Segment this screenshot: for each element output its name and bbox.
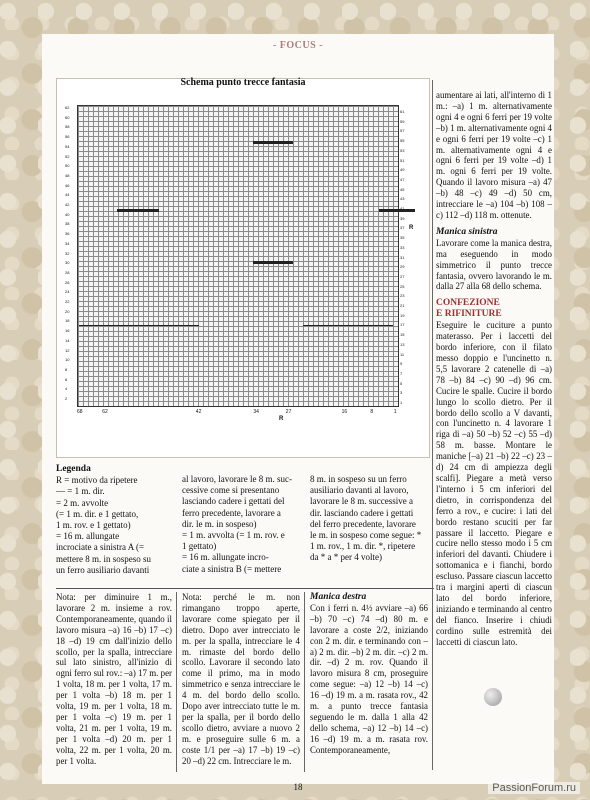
row-number-label: 1 (400, 400, 403, 405)
legend-line: un ferro ausiliario davanti (56, 564, 150, 575)
legend-line: mettere 8 m. in sospeso su (56, 553, 151, 564)
cable-mark (253, 141, 293, 144)
legend-line: R = motivo da ripetere (56, 475, 138, 486)
legend-line: = 16 m. allungate (56, 531, 120, 542)
legend-line: 1 gettato) (182, 541, 217, 552)
row-number-label: 30 (65, 260, 70, 266)
axis-number-label: 62 (102, 409, 108, 415)
repeat-mark: R (409, 225, 414, 231)
row-number-label: 51 (400, 157, 405, 163)
legend-line: da * a * per 4 volte) (310, 552, 382, 563)
col2-text: Nota: perché le m. non rimangano troppo aperte, lavorare come spiegato per il dietro. Dopo aver intrecciato le m. per la spalla, intrecciare le 4 m. rimaste del bordo dello scollo. Lavorare il secondo lato come il primo, ma in modo simmetrico e senza intrecciare le 4 m. del bordo dello scollo. Dopo aver intrecciato tutte le m. per la spalla, per il bordo dello scollo dietro, avviare a nuovo 2 m. e proseguire sulle 6 m. a coste 1/1 per –a) 17 –b) 19 –c) 20 –d) 22 cm. Intrecciare le m. (182, 592, 300, 766)
legend-line: 1 m. rov., 1 m. dir. *, ripetere (310, 541, 416, 552)
row-number-label: 6 (65, 376, 68, 382)
row-number-label: 13 (400, 341, 405, 347)
row-number-label: 52 (65, 153, 70, 159)
row-number-label: 9 (400, 361, 403, 367)
row-number-label: 47 (400, 176, 405, 182)
row-number-label: 56 (65, 134, 70, 140)
section-title-rifiniture: E RIFINITURE (436, 309, 502, 320)
section-title-manica-sinistra: Manica sinistra (436, 226, 498, 237)
yarn-ball-icon (484, 688, 502, 706)
row-number-label: 14 (65, 337, 70, 343)
legend-line: cessive come si presentano (182, 485, 280, 496)
row-number-label: 3 (400, 390, 403, 396)
row-number-label: 22 (65, 299, 70, 304)
row-number-label: 20 (65, 308, 70, 314)
watermark: PassionForum.ru (488, 782, 580, 794)
row-number-label: 37 (400, 225, 405, 231)
legend-line: = 16 m. allungate incro- (182, 552, 269, 563)
row-number-label: 8 (65, 366, 68, 372)
row-number-label: 29 (400, 264, 405, 270)
row-number-label: 34 (65, 240, 70, 246)
axis-number-label: 68 (77, 409, 83, 415)
legend-line: (= 1 m. dir. e 1 gettato, (56, 508, 139, 519)
row-number-label: 7 (400, 370, 403, 376)
legend-line: incrociate a sinistra A (= (56, 542, 145, 553)
chart-grid-cells (77, 105, 399, 407)
axis-number-label: 8 (370, 409, 374, 415)
cable-mark (379, 209, 415, 212)
row-number-label: 23 (400, 293, 405, 299)
right-p3: Eseguire le cuciture a punto materasso. Per i laccetti del bordo inferiore, con il filato messo doppio e l'uncinetto n. 5,5 lavorare 2 catenelle di –a) 78 –b) 84 –c) 90 –d) 96 cm. Cucire le spalle. Cucire il bordo lungo lo scollo dietro. Per il bordo dello scollo a V davanti, con l'uncinetto n. 4 lavorare 1 riga di –a) 50 –b) 52 –c) 55 –d) 58 m. basse. Montare le maniche [–a) 21 –b) 22 –c) 23 –d) 24 cm di ampiezza degli scalfi]. Piegare a metà verso l'interno i 5 cm inferiori del dietro, in corrispondenza del ferro a rov., e cucire: i lati del bordo restano scuciti per far passare il laccetto. Piegare e cucire nello stesso modo i 5 cm inferiori del davanti. Chiudere i sottomanica e i fianchi, bordo escluso. Passare ciascun laccetto tra i margini aperti di ciascun lato del bordo inferiore, iniziando e terminando al centro del fianco. Inserire i chiudi cordino sulle estremità dei laccetti di ciascun lato. (436, 320, 552, 647)
row-number-label: 17 (400, 322, 405, 328)
cable-mark (303, 325, 393, 326)
section-divider (56, 588, 434, 589)
legend-line: 1 m. rov. e 1 gettato) (56, 520, 131, 531)
repeat-mark-bottom: R (279, 416, 284, 422)
column-rule (432, 80, 433, 770)
legend-line: al lavoro, lavorare le 8 m. suc- (182, 474, 292, 484)
legend-line: 8 m. in sospeso su un ferro (310, 474, 407, 484)
row-number-label: 19 (400, 312, 405, 318)
page-header: - FOCUS - (272, 40, 324, 51)
row-number-label: 15 (400, 332, 405, 338)
cable-mark (117, 209, 159, 212)
axis-number-label: 27 (285, 409, 292, 415)
row-number-label: 59 (400, 118, 405, 124)
row-number-label: 31 (400, 254, 405, 260)
legend-line: — = 1 m. dir. (56, 486, 105, 497)
row-number-label: 33 (400, 244, 405, 250)
row-number-label: 40 (65, 211, 70, 217)
row-number-label: 4 (65, 386, 68, 392)
text-col-1 (56, 592, 172, 767)
row-number-label: 24 (65, 289, 70, 295)
row-number-label: 10 (65, 357, 70, 363)
legend-title: Legenda (56, 464, 91, 474)
row-number-label: 26 (65, 279, 70, 285)
row-number-label: 48 (65, 172, 70, 178)
chart-axis-numbers (77, 409, 397, 417)
chart-grid (63, 105, 421, 425)
col3-text: Con i ferri n. 4½ avviare –a) 66 –b) 70 –c) 74 –d) 80 m. e lavorare a coste 2/2, iniziando con 2 m. dir. e terminando con –a) 2 m. dir. –b) 2 m. dir. –c) 2 m. dir. –d) 2 m. rov. Quando il lavoro misura 8 cm, proseguire come segue: –a) 12 –b) 14 –c) 16 –d) 19 m. a m. rasata rov., 42 m. a punto trecce fantasia seguendo le m. dalla 1 alla 42 dello schema, –a) 12 –b) 14 –c) 16 –d) 19 m. a m. rasata rov. Contemporaneamente, (310, 602, 428, 755)
row-number-label: 32 (65, 250, 70, 256)
row-number-label: 5 (400, 380, 403, 386)
row-number-label: 60 (65, 114, 70, 120)
text-col-2 (182, 592, 300, 767)
legend-line: dir. lasciando cadere i gettati (310, 507, 414, 518)
row-number-label: 38 (65, 221, 70, 227)
legend-line: le m. in sospeso come segue: * (310, 530, 422, 541)
right-p2: Lavorare come la manica destra, ma eseguendo in modo simmetrico il punto trecce fantasia, ovvero lavorando le m. dalla 27 alla 68 dello schema. (436, 237, 552, 292)
legend-line: lasciando cadere i gettati del (182, 496, 285, 507)
cable-mark (79, 325, 199, 326)
column-rule (304, 592, 305, 772)
section-title-confezione: CONFEZIONE (436, 298, 500, 309)
legend-line: ferro precedente, lavorare a (182, 507, 281, 518)
section-title-manica-destra: Manica destra (310, 592, 367, 602)
col1-text: Nota: per diminuire 1 m., lavorare 2 m. insieme a rov. Contemporaneamente, quando il lavoro misura –a) 16 –b) 17 –c) 18 –d) 19 cm dall'inizio dello scollo, per la spalla, intrecciare sul lato sinistro, all'inizio di ogni ferro sul rov.: –a) 17 m. per 1 volta, 18 m. per 1 volta, 17 m. per 1 volta –b) 18 m. per 1 volta, 19 m. per 1 volta, 18 m. per 1 volta –c) 19 m. per 1 volta, 21 m. per 1 volta, 19 m. per 1 volta –d) 20 m. per 1 volta, 22 m. per 1 volta, 20 m. per 1 volta. (56, 592, 172, 766)
row-number-label: 12 (65, 347, 70, 353)
row-number-label: 58 (65, 124, 70, 130)
legend-line: = 2 m. avvolte (56, 497, 109, 508)
row-number-label: 49 (400, 167, 405, 173)
text-col-right (436, 90, 552, 648)
legend-line: lavorare le 8 m. successive a (310, 496, 413, 507)
row-number-label: 55 (400, 138, 405, 144)
cable-mark (253, 261, 293, 264)
legend-line: ciate a sinistra B (= mettere (182, 563, 282, 574)
chart-title: Schema punto trecce fantasia (180, 77, 306, 88)
legend-line: del ferro precedente, lavorare (310, 518, 416, 529)
legend-line: = 1 m. avvolta (= 1 m. rov. e (182, 530, 285, 541)
row-number-label: 18 (65, 318, 70, 324)
row-number-label: 62 (65, 105, 70, 110)
row-number-label: 36 (65, 231, 70, 237)
row-number-label: 54 (65, 143, 70, 149)
right-p1: aumentare ai lati, all'interno di 1 m.: –a) 1 m. alternativamente ogni 4 e ogni 6 ferri per 19 volte –b) 1 m. alternativamente ogni 4 e ogni 6 ferri per 19 volte –c) 1 m. alternativamente ogni 4 e ogni 6 ferri per 19 volte –d) 1 m. ogni 6 ferri per 19 volte. Quando il lavoro misura –a) 47 –b) 48 –c) 49 –d) 50 cm, intrecciare le –a) 104 –b) 108 –c) 112 –d) 118 m. ottenute. (436, 90, 552, 220)
row-number-label: 21 (400, 303, 405, 308)
row-number-label: 50 (65, 163, 70, 169)
row-number-label: 39 (400, 215, 405, 221)
row-number-label: 43 (400, 196, 405, 202)
legend-line: dir. le m. in sospeso) (182, 518, 257, 529)
row-number-label: 35 (400, 235, 405, 241)
row-number-label: 46 (65, 182, 70, 188)
column-rule (176, 592, 177, 772)
legend-line: ausiliario davanti al lavoro, (310, 485, 409, 496)
row-number-label: 44 (65, 192, 70, 198)
axis-number-label: 42 (195, 409, 202, 415)
axis-number-label: 16 (341, 409, 348, 415)
row-number-label: 61 (400, 109, 405, 114)
row-number-label: 11 (400, 351, 405, 357)
row-number-label: 42 (65, 202, 70, 207)
text-col-3 (310, 592, 428, 756)
stitch-chart (56, 78, 430, 458)
row-number-label: 53 (400, 147, 405, 153)
legend-col-2 (182, 474, 304, 575)
row-number-label: 25 (400, 283, 405, 289)
row-number-label: 57 (400, 128, 405, 134)
row-number-label: 27 (400, 273, 405, 279)
row-number-label: 2 (65, 396, 68, 401)
axis-number-label: 1 (393, 409, 397, 415)
legend-col-3 (310, 474, 434, 564)
page-number: 18 (293, 782, 303, 792)
axis-number-label: 34 (253, 409, 259, 415)
legend-col-1 (56, 464, 176, 576)
row-number-label: 45 (400, 186, 405, 192)
row-number-label: 28 (65, 269, 70, 275)
row-number-label: 16 (65, 328, 70, 334)
